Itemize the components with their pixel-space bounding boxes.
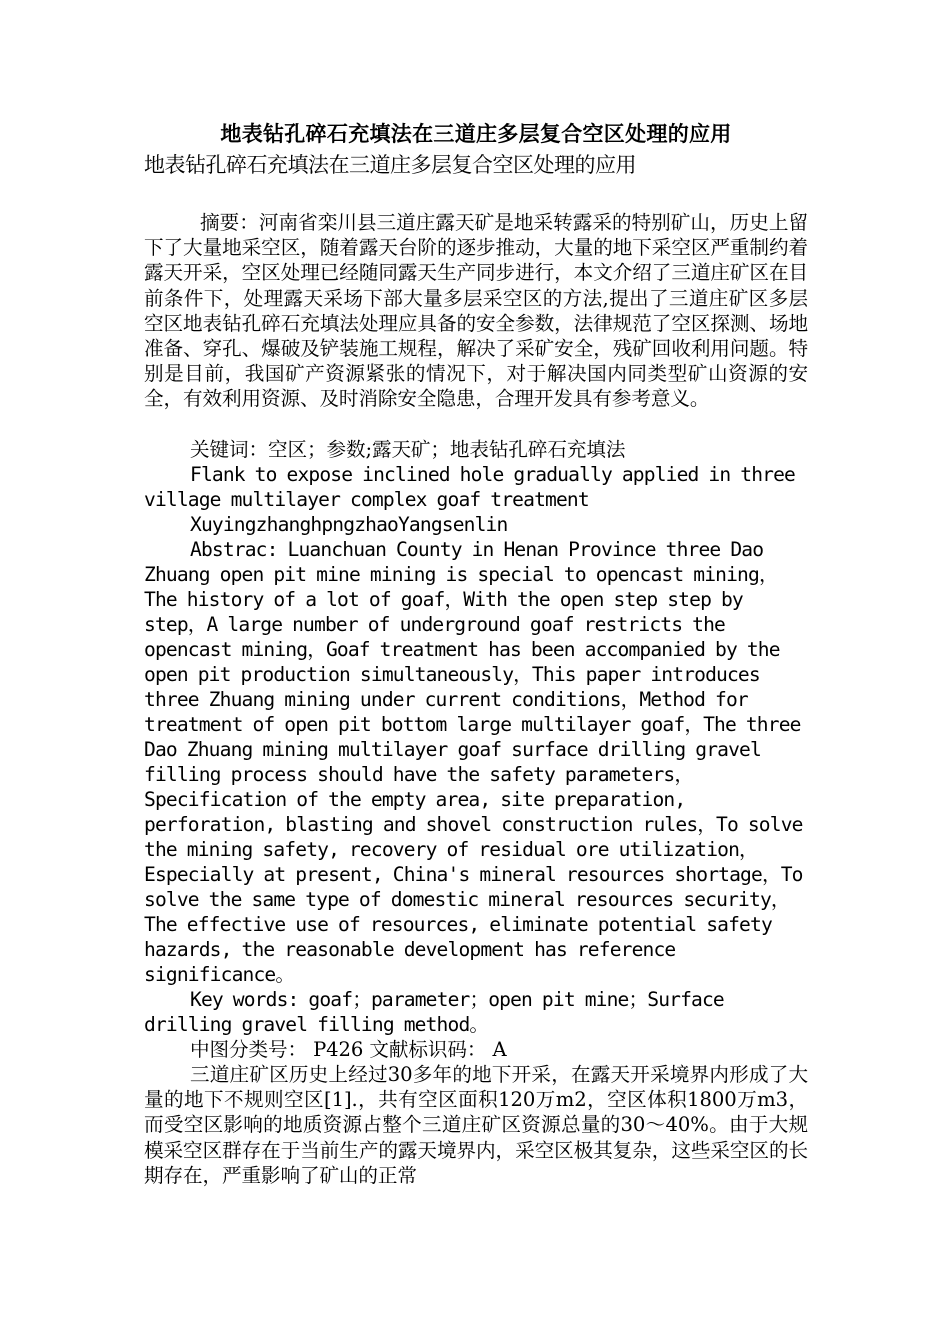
keywords-cn: 关键词：空区；参数;露天矿；地表钻孔碎石充填法 — [190, 437, 626, 461]
title-en: Flank to expose inclined hole gradually applied in three village multilayer complex goaf treatment — [144, 462, 796, 511]
body-paragraph: 三道庄矿区历史上经过30多年的地下开采，在露天开采境界内形成了大量的地下不规则空区[1].，共有空区面积120万m2，空区体积1800万m3，而受空区影响的地质资源占整个三道庄矿区资源总量的30～40%。由于大规模采空区群存在于当前生产的露天境界内，采空区极其复杂，这些采空区的长期存在，严重影响了矿山的正常 — [144, 1063, 808, 1187]
abstract-cn: 摘要：河南省栾川县三道庄露天矿是地采转露采的特别矿山，历史上留下了大量地采空区，随着露天台阶的逐步推动，大量的地下采空区严重制约着露天开采，空区处理已经随同露天生产同步进行，本文介绍了三道庄矿区在目前条件下，处理露天采场下部大量多层采空区的方法,提出了三道庄矿区多层空区地表钻孔碎石充填法处理应具备的安全参数，法律规范了空区探测、场地准备、穿孔、爆破及铲装施工规程，解决了采矿安全，残矿回收利用问题。特别是目前，我国矿产资源紧张的情况下，对于解决国内同类型矿山资源的安全，有效利用资源、及时消除安全隐患，合理开发具有参考意义。 — [144, 211, 808, 411]
classification-line: 中图分类号： P426 文献标识码： A — [190, 1037, 507, 1061]
document-title: 地表钻孔碎石充填法在三道庄多层复合空区处理的应用 — [220, 122, 732, 146]
keywords-en: Key words: goaf；parameter；open pit mine；Surface drilling gravel filling method。 — [144, 987, 724, 1036]
authors-en: XuyingzhanghpngzhaoYangsenlin — [190, 512, 508, 536]
document-subtitle: 地表钻孔碎石充填法在三道庄多层复合空区处理的应用 — [144, 153, 636, 177]
document-page — [144, 118, 808, 1188]
abstract-en: Abstrac: Luanchuan County in Henan Province three Dao Zhuang open pit mine mining is special to opencast mining，The history of a lot of goaf，With the open step step by step，A large number of underground goaf restricts the opencast mining，Goaf treatment has been accompanied by the open pit production simultaneously，This paper introduces three Zhuang mining under current conditions，Method for treatment of open pit bottom large multilayer goaf，The three Dao Zhuang mining multilayer goaf surface drilling gravel filling process should have the safety parameters，Specification of the empty area, site preparation, perforation, blasting and shovel construction rules，To solve the mining safety, recovery of residual ore utilization，Especially at present, China's mineral resources shortage，To solve the same type of domestic mineral resources security，The effective use of resources, eliminate potential safety hazards, the reasonable development has reference significance。 — [144, 537, 803, 986]
